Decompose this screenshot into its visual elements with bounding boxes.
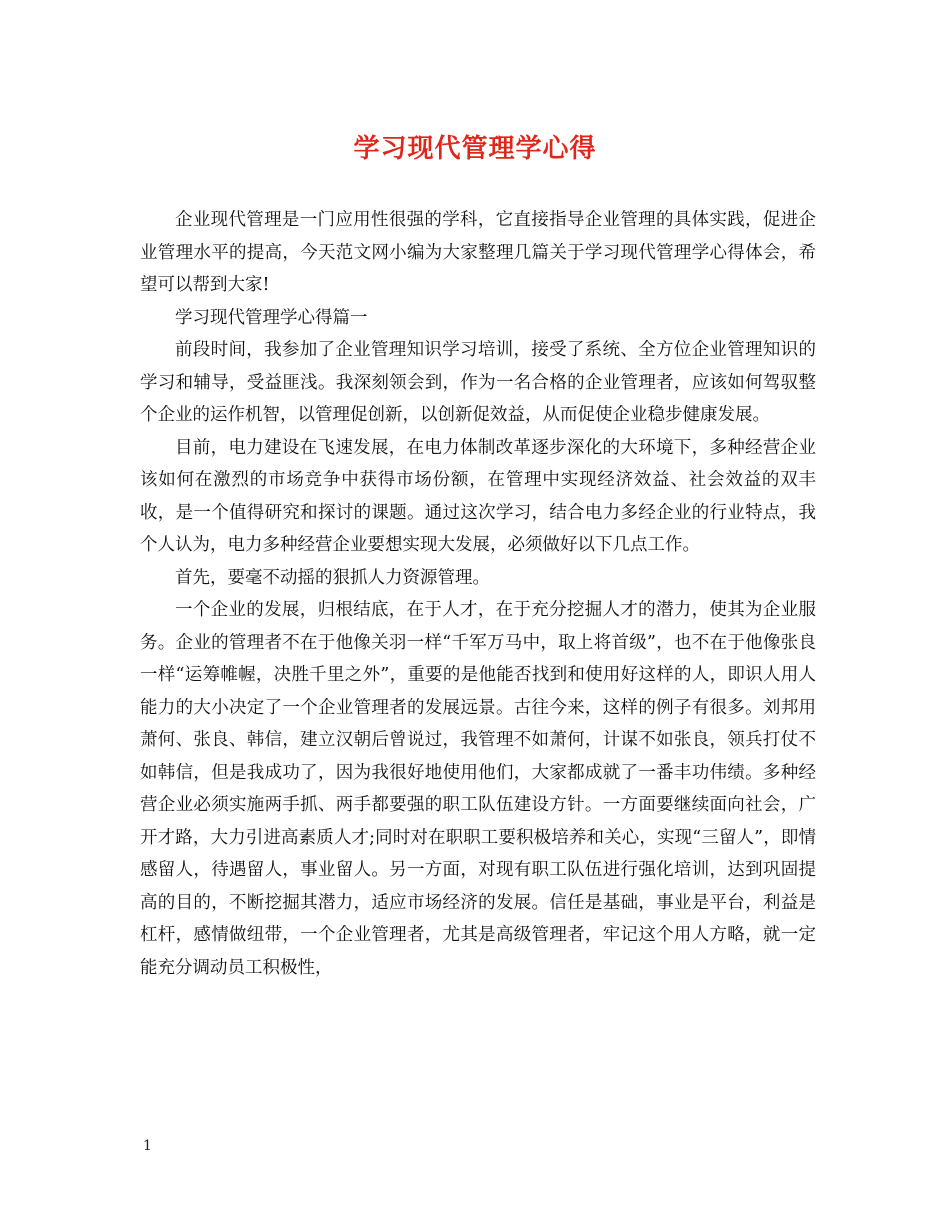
body-paragraph: 一个企业的发展，归根结底，在于人才，在于充分挖掘人才的潜力，使其为企业服务。企业的管理者不在于他像关羽一样“千军万马中，取上将首级”，也不在于他像张良一样“运筹帷幄，决胜千里之外”，重要的是他能否找到和使用好这样的人，即识人用人能力的大小决定了一个企业管理者的发展远景。古往今来，这样的例子有很多。刘邦用萧何、张良、韩信，建立汉朝后曾说过，我管理不如萧何，计谋不如张良，领兵打仗不如韩信，但是我成功了，因为我很好地使用他们，大家都成就了一番丰功伟绩。多种经营企业必须实施两手抓、两手都要强的职工队伍建设方针。一方面要继续面向社会，广开才路，大力引进高素质人才;同时对在职职工要积极培养和关心，实现“三留人”，即情感留人，待遇留人，事业留人。另一方面，对现有职工队伍进行强化培训，达到巩固提高的目的，不断挖掘其潜力，适应市场经济的发展。信任是基础，事业是平台，利益是杠杆，感情做纽带，一个企业管理者，尤其是高级管理者，牢记这个用人方略，就一定能充分调动员工积极性， bbox=[140, 600, 816, 978]
body-paragraph: 前段时间，我参加了企业管理知识学习培训，接受了系统、全方位企业管理知识的学习和辅导，受益匪浅。我深刻领会到，作为一名合格的企业管理者，应该如何驾驭整个企业的运作机智，以管理促创新，以创新促效益，从而促使企业稳步健康发展。 bbox=[140, 340, 816, 425]
section-heading: 学习现代管理学心得篇一 bbox=[175, 307, 368, 328]
document-title: 学习现代管理学心得 bbox=[353, 134, 597, 164]
page-number: 1 bbox=[143, 1138, 152, 1154]
body-paragraph: 首先，要毫不动摇的狠抓人力资源管理。 bbox=[175, 567, 490, 588]
document-body bbox=[140, 204, 816, 984]
intro-paragraph: 企业现代管理是一门应用性很强的学科，它直接指导企业管理的具体实践，促进企业管理水平的提高，今天范文网小编为大家整理几篇关于学习现代管理学心得体会，希望可以帮到大家! bbox=[140, 210, 816, 295]
body-paragraph: 目前，电力建设在飞速发展，在电力体制改革逐步深化的大环境下，多种经营企业该如何在激烈的市场竞争中获得市场份额，在管理中实现经济效益、社会效益的双丰收，是一个值得研究和探讨的课题。通过这次学习，结合电力多经企业的行业特点，我个人认为，电力多种经营企业要想实现大发展，必须做好以下几点工作。 bbox=[140, 437, 816, 555]
